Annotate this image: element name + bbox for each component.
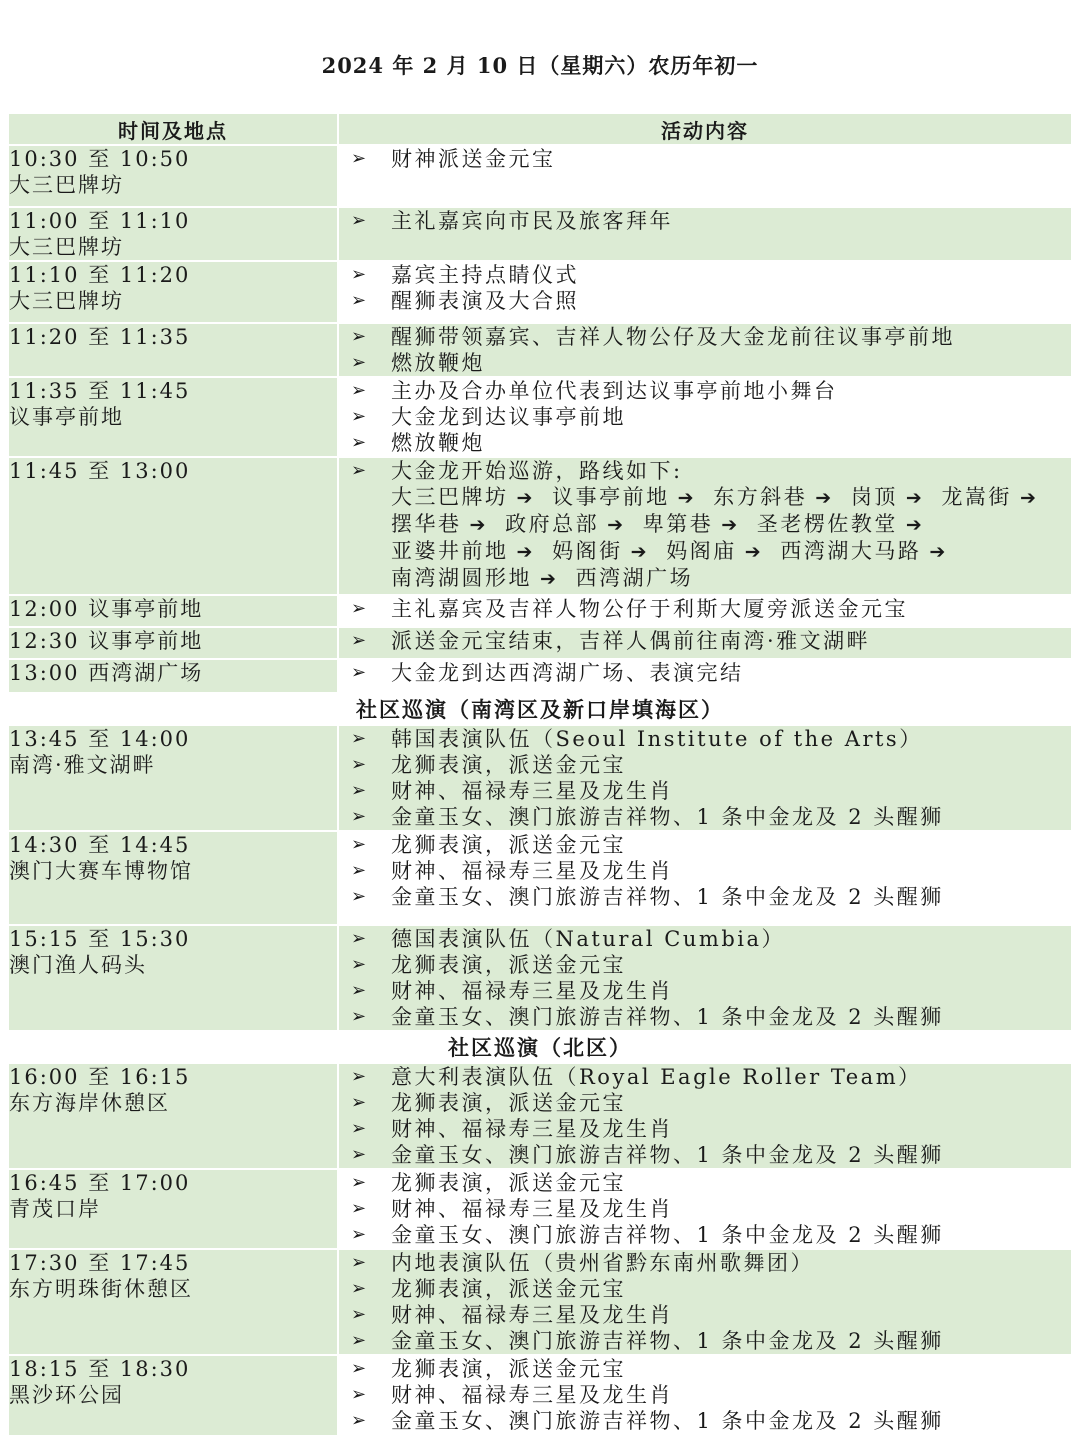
activity-text: 金童玉女、澳门旅游吉祥物、1 条中金龙及 2 头醒狮 xyxy=(391,1143,944,1167)
activity-text: 主办及合办单位代表到达议事亭前地小舞台 xyxy=(391,379,838,403)
route-arrow-icon: ➔ xyxy=(516,487,535,509)
table-row xyxy=(9,595,1071,627)
time-place-cell xyxy=(9,925,338,1031)
activity-text: 财神派送金元宝 xyxy=(391,147,556,171)
bullet-arrow-icon: ➢ xyxy=(351,598,367,619)
route-arrow-icon: ➔ xyxy=(630,541,650,563)
event-place: 大三巴牌坊 xyxy=(9,289,124,313)
activity-item xyxy=(339,1196,1071,1222)
activity-text: 大金龙开始巡游，路线如下: xyxy=(391,459,683,483)
route-stop: 卑第巷 xyxy=(642,512,714,536)
route-stop: 龙嵩街 xyxy=(941,485,1012,509)
activity-text: 龙狮表演，派送金元宝 xyxy=(391,833,626,857)
event-place: 大三巴牌坊 xyxy=(9,173,124,197)
activity-item xyxy=(339,1408,1071,1434)
activity-text: 金童玉女、澳门旅游吉祥物、1 条中金龙及 2 头醒狮 xyxy=(391,1409,944,1433)
activity-text: 燃放鞭炮 xyxy=(391,351,485,375)
bullet-arrow-icon: ➢ xyxy=(351,326,367,347)
bullet-arrow-icon: ➢ xyxy=(351,630,367,651)
bullet-arrow-icon: ➢ xyxy=(351,728,367,749)
activity-text: 龙狮表演，派送金元宝 xyxy=(391,953,626,977)
activity-cell xyxy=(338,1249,1071,1355)
event-time: 11:45 至 13:00 xyxy=(9,459,191,483)
header-time-place: 时间及地点 xyxy=(9,113,338,145)
bullet-arrow-icon: ➢ xyxy=(351,380,367,401)
route-stop: 妈阁庙 xyxy=(666,539,737,563)
activity-cell xyxy=(338,627,1071,659)
event-time: 11:10 至 11:20 xyxy=(9,263,191,287)
route-arrow-icon: ➔ xyxy=(721,514,740,536)
table-row xyxy=(9,1249,1071,1355)
activity-item xyxy=(339,1328,1071,1354)
bullet-arrow-icon: ➢ xyxy=(351,806,367,827)
activity-item xyxy=(339,660,1071,686)
activity-cell xyxy=(338,323,1071,377)
activity-item xyxy=(339,596,1071,622)
time-place-cell xyxy=(9,145,338,207)
activity-item xyxy=(339,1250,1071,1276)
event-time: 10:30 至 10:50 xyxy=(9,147,191,171)
activity-text: 金童玉女、澳门旅游吉祥物、1 条中金龙及 2 头醒狮 xyxy=(391,1005,944,1029)
bullet-arrow-icon: ➢ xyxy=(351,1278,367,1299)
section-header-row xyxy=(9,693,1071,725)
event-place: 大三巴牌坊 xyxy=(9,235,124,259)
event-time: 11:20 至 11:35 xyxy=(9,325,191,349)
route-stop: 圣老楞佐教堂 xyxy=(756,512,898,536)
route-arrow-icon: ➔ xyxy=(469,514,488,536)
activity-item xyxy=(339,804,1071,830)
route-stop: 摆华巷 xyxy=(391,512,462,536)
event-time: 12:00 议事亭前地 xyxy=(9,597,204,621)
bullet-arrow-icon: ➢ xyxy=(351,290,367,311)
time-place-cell xyxy=(9,457,338,595)
table-row xyxy=(9,831,1071,925)
activity-text: 财神、福禄寿三星及龙生肖 xyxy=(391,979,673,1003)
activity-text: 龙狮表演，派送金元宝 xyxy=(391,1091,626,1115)
time-place-cell xyxy=(9,377,338,457)
event-place: 黑沙环公园 xyxy=(9,1383,124,1407)
table-row xyxy=(9,207,1071,261)
activity-item xyxy=(339,288,1071,314)
activity-item xyxy=(339,458,1071,484)
activity-item xyxy=(339,726,1071,752)
activity-item xyxy=(339,1302,1071,1328)
activity-text: 财神、福禄寿三星及龙生肖 xyxy=(391,1303,673,1327)
activity-item xyxy=(339,952,1071,978)
bullet-arrow-icon: ➢ xyxy=(351,1144,367,1165)
activity-item xyxy=(339,1142,1071,1168)
activity-item xyxy=(339,350,1071,376)
bullet-arrow-icon: ➢ xyxy=(351,1092,367,1113)
activity-cell xyxy=(338,595,1071,627)
bullet-arrow-icon: ➢ xyxy=(351,210,367,231)
event-time: 11:00 至 11:10 xyxy=(9,209,191,233)
event-time: 12:30 议事亭前地 xyxy=(9,629,204,653)
activity-text: 金童玉女、澳门旅游吉祥物、1 条中金龙及 2 头醒狮 xyxy=(391,1223,944,1247)
table-row xyxy=(9,261,1071,323)
table-row xyxy=(9,1355,1071,1435)
activity-item xyxy=(339,1382,1071,1408)
bullet-arrow-icon: ➢ xyxy=(351,352,367,373)
route-stop: 大三巴牌坊 xyxy=(391,485,509,509)
event-place: 澳门大赛车博物馆 xyxy=(9,859,193,883)
bullet-arrow-icon: ➢ xyxy=(351,460,367,481)
activity-item xyxy=(339,1004,1071,1030)
route-arrow-icon: ➔ xyxy=(540,568,559,590)
activity-text: 财神、福禄寿三星及龙生肖 xyxy=(391,1197,673,1221)
time-place-cell xyxy=(9,1249,338,1355)
activity-text: 金童玉女、澳门旅游吉祥物、1 条中金龙及 2 头醒狮 xyxy=(391,1329,944,1353)
activity-item xyxy=(339,628,1071,654)
activity-text: 大金龙到达西湾湖广场、表演完结 xyxy=(391,661,744,685)
activity-item xyxy=(339,1090,1071,1116)
bullet-arrow-icon: ➢ xyxy=(351,954,367,975)
activity-item xyxy=(339,1356,1071,1382)
activity-cell xyxy=(338,725,1071,831)
route-arrow-icon: ➔ xyxy=(1019,487,1039,509)
route-arrow-icon: ➔ xyxy=(744,541,764,563)
event-time: 11:35 至 11:45 xyxy=(9,379,191,403)
table-row xyxy=(9,725,1071,831)
activity-text: 财神、福禄寿三星及龙生肖 xyxy=(391,1383,673,1407)
bullet-arrow-icon: ➢ xyxy=(351,928,367,949)
activity-text: 财神、福禄寿三星及龙生肖 xyxy=(391,859,673,883)
bullet-arrow-icon: ➢ xyxy=(351,1252,367,1273)
activity-item xyxy=(339,1116,1071,1142)
table-row xyxy=(9,377,1071,457)
time-place-cell xyxy=(9,323,338,377)
activity-text: 大金龙到达议事亭前地 xyxy=(391,405,626,429)
activity-cell xyxy=(338,831,1071,925)
activity-cell xyxy=(338,1063,1071,1169)
activity-item xyxy=(339,752,1071,778)
table-row xyxy=(9,457,1071,595)
event-time: 14:30 至 14:45 xyxy=(9,833,191,857)
activity-cell xyxy=(338,457,1071,595)
table-row xyxy=(9,323,1071,377)
header-activity: 活动内容 xyxy=(338,113,1071,145)
table-row xyxy=(9,1169,1071,1249)
route-arrow-icon: ➔ xyxy=(516,541,535,563)
activity-item xyxy=(339,858,1071,884)
activity-cell xyxy=(338,145,1071,207)
activity-item xyxy=(339,404,1071,430)
route-stop: 岗顶 xyxy=(850,485,898,509)
bullet-arrow-icon: ➢ xyxy=(351,1118,367,1139)
event-place: 南湾·雅文湖畔 xyxy=(9,753,156,777)
activity-text: 龙狮表演，派送金元宝 xyxy=(391,1357,626,1381)
event-time: 13:45 至 14:00 xyxy=(9,727,191,751)
activity-cell xyxy=(338,925,1071,1031)
activity-text: 韩国表演队伍（Seoul Institute of the Arts） xyxy=(391,727,923,751)
bullet-arrow-icon: ➢ xyxy=(351,264,367,285)
time-place-cell xyxy=(9,1169,338,1249)
activity-text: 财神、福禄寿三星及龙生肖 xyxy=(391,1117,673,1141)
activity-text: 龙狮表演，派送金元宝 xyxy=(391,1277,626,1301)
event-time: 16:00 至 16:15 xyxy=(9,1065,191,1089)
event-place: 澳门渔人码头 xyxy=(9,953,147,977)
time-place-cell xyxy=(9,627,338,659)
event-time: 17:30 至 17:45 xyxy=(9,1251,191,1275)
bullet-arrow-icon: ➢ xyxy=(351,1358,367,1379)
route-stop: 政府总部 xyxy=(505,512,600,536)
activity-cell xyxy=(338,1355,1071,1435)
bullet-arrow-icon: ➢ xyxy=(351,1330,367,1351)
bullet-arrow-icon: ➢ xyxy=(351,886,367,907)
activity-text: 金童玉女、澳门旅游吉祥物、1 条中金龙及 2 头醒狮 xyxy=(391,805,944,829)
activity-item xyxy=(339,430,1071,456)
bullet-arrow-icon: ➢ xyxy=(351,980,367,1001)
bullet-arrow-icon: ➢ xyxy=(351,834,367,855)
event-time: 13:00 西湾湖广场 xyxy=(9,661,204,685)
activity-text: 龙狮表演，派送金元宝 xyxy=(391,1171,626,1195)
schedule-table xyxy=(9,112,1071,1435)
activity-text: 醒狮表演及大合照 xyxy=(391,289,579,313)
route-stop: 西湾湖大马路 xyxy=(780,539,922,563)
bullet-arrow-icon: ➢ xyxy=(351,1006,367,1027)
section-header-row xyxy=(9,1031,1071,1063)
table-row xyxy=(9,627,1071,659)
route-stop: 东方斜巷 xyxy=(713,485,808,509)
time-place-cell xyxy=(9,595,338,627)
activity-cell xyxy=(338,261,1071,323)
bullet-arrow-icon: ➢ xyxy=(351,406,367,427)
activity-text: 嘉宾主持点睛仪式 xyxy=(391,263,579,287)
activity-item xyxy=(339,832,1071,858)
activity-text: 金童玉女、澳门旅游吉祥物、1 条中金龙及 2 头醒狮 xyxy=(391,885,944,909)
activity-text: 主礼嘉宾向市民及旅客拜年 xyxy=(391,209,673,233)
event-time: 15:15 至 15:30 xyxy=(9,927,191,951)
bullet-arrow-icon: ➢ xyxy=(351,780,367,801)
route-stop: 议事亭前地 xyxy=(552,485,670,509)
activity-item xyxy=(339,208,1071,234)
bullet-arrow-icon: ➢ xyxy=(351,662,367,683)
activity-item xyxy=(339,1276,1071,1302)
event-time: 16:45 至 17:00 xyxy=(9,1171,191,1195)
table-row xyxy=(9,659,1071,693)
time-place-cell xyxy=(9,725,338,831)
activity-text: 龙狮表演，派送金元宝 xyxy=(391,753,626,777)
route-arrow-icon: ➔ xyxy=(815,487,834,509)
route-stop: 西湾湖广场 xyxy=(575,566,694,590)
bullet-arrow-icon: ➢ xyxy=(351,1304,367,1325)
event-place: 东方海岸休憩区 xyxy=(9,1091,170,1115)
activity-cell xyxy=(338,1169,1071,1249)
route-stop: 妈阁街 xyxy=(552,539,623,563)
route-arrow-icon: ➔ xyxy=(905,487,925,509)
route-arrow-icon: ➔ xyxy=(929,541,948,563)
activity-text: 意大利表演队伍（Royal Eagle Roller Team） xyxy=(391,1065,922,1089)
section-title: 社区巡演（北区） xyxy=(9,1031,1071,1063)
bullet-arrow-icon: ➢ xyxy=(351,1172,367,1193)
page-title: 2024 年 2 月 10 日（星期六）农历年初一 xyxy=(321,53,759,78)
event-time: 18:15 至 18:30 xyxy=(9,1357,191,1381)
table-row xyxy=(9,1063,1071,1169)
time-place-cell xyxy=(9,831,338,925)
activity-item xyxy=(339,1222,1071,1248)
activity-text: 内地表演队伍（贵州省黔东南州歌舞团） xyxy=(391,1251,814,1275)
activity-item xyxy=(339,1170,1071,1196)
route-stop: 亚婆井前地 xyxy=(391,539,509,563)
table-row xyxy=(9,145,1071,207)
schedule-body xyxy=(9,145,1071,1435)
bullet-arrow-icon: ➢ xyxy=(351,860,367,881)
activity-item xyxy=(339,1064,1071,1090)
activity-item xyxy=(339,378,1071,404)
bullet-arrow-icon: ➢ xyxy=(351,1198,367,1219)
activity-item xyxy=(339,926,1071,952)
event-place: 议事亭前地 xyxy=(9,405,124,429)
activity-item xyxy=(339,884,1071,910)
table-row xyxy=(9,925,1071,1031)
time-place-cell xyxy=(9,659,338,693)
bullet-arrow-icon: ➢ xyxy=(351,1224,367,1245)
activity-item xyxy=(339,778,1071,804)
time-place-cell xyxy=(9,1355,338,1435)
time-place-cell xyxy=(9,1063,338,1169)
activity-text: 醒狮带领嘉宾、吉祥人物公仔及大金龙前往议事亭前地 xyxy=(391,325,955,349)
activity-item xyxy=(339,146,1071,172)
activity-item xyxy=(339,978,1071,1004)
bullet-arrow-icon: ➢ xyxy=(351,432,367,453)
activity-text: 财神、福禄寿三星及龙生肖 xyxy=(391,779,673,803)
time-place-cell xyxy=(9,261,338,323)
activity-cell xyxy=(338,659,1071,693)
parade-route xyxy=(339,484,1071,592)
activity-text: 燃放鞭炮 xyxy=(391,431,485,455)
activity-cell xyxy=(338,377,1071,457)
activity-text: 派送金元宝结束，吉祥人偶前往南湾·雅文湖畔 xyxy=(391,629,871,653)
bullet-arrow-icon: ➢ xyxy=(351,1066,367,1087)
route-stop: 南湾湖圆形地 xyxy=(391,566,532,590)
activity-cell xyxy=(338,207,1071,261)
time-place-cell xyxy=(9,207,338,261)
bullet-arrow-icon: ➢ xyxy=(351,1384,367,1405)
route-arrow-icon: ➔ xyxy=(677,487,697,509)
section-title: 社区巡演（南湾区及新口岸填海区） xyxy=(9,693,1071,725)
route-arrow-icon: ➔ xyxy=(905,514,925,536)
bullet-arrow-icon: ➢ xyxy=(351,754,367,775)
activity-text: 主礼嘉宾及吉祥人物公仔于利斯大厦旁派送金元宝 xyxy=(391,597,908,621)
event-place: 东方明珠街休憩区 xyxy=(9,1277,193,1301)
activity-item xyxy=(339,262,1071,288)
activity-text: 德国表演队伍（Natural Cumbia） xyxy=(391,927,785,951)
table-header-row xyxy=(9,113,1071,145)
route-arrow-icon: ➔ xyxy=(607,514,626,536)
bullet-arrow-icon: ➢ xyxy=(351,1410,367,1431)
event-place: 青茂口岸 xyxy=(9,1197,101,1221)
activity-item xyxy=(339,324,1071,350)
bullet-arrow-icon: ➢ xyxy=(351,148,367,169)
